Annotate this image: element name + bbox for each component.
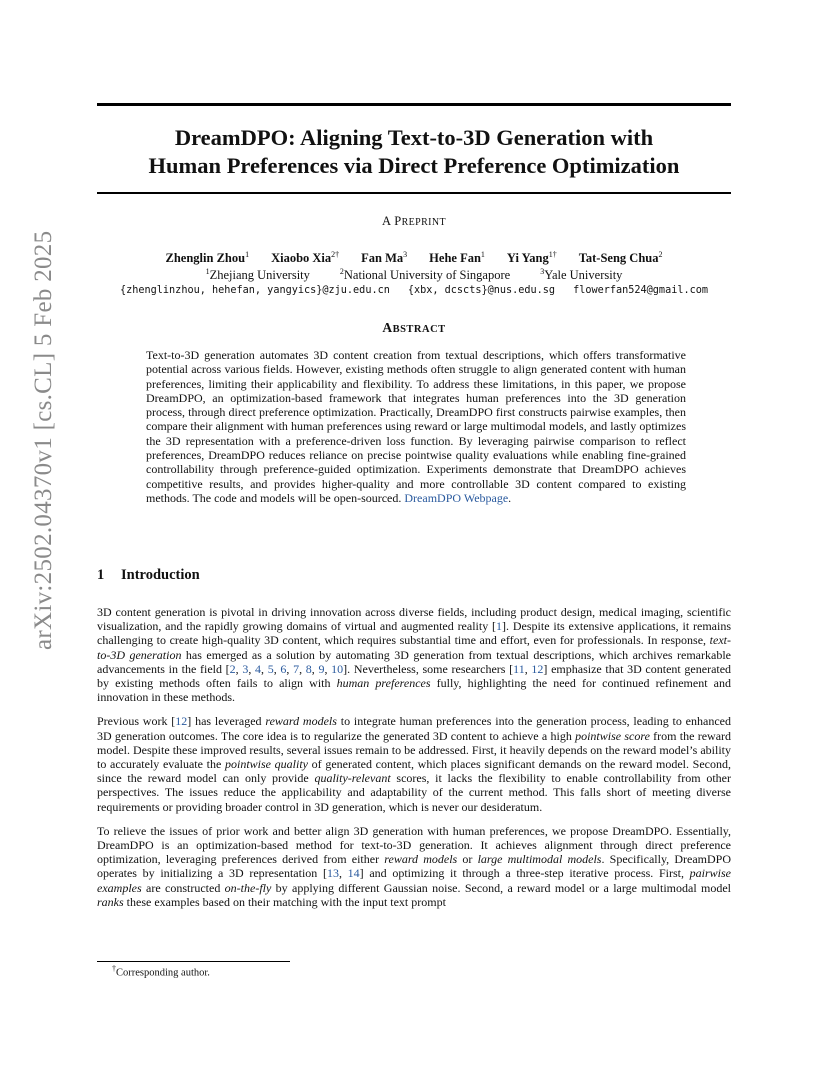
affiliation: $^2$National University of Singapore — [339, 267, 511, 283]
affiliation-list — [97, 267, 731, 283]
citation-link[interactable]: 3 — [242, 661, 249, 676]
paper-title — [97, 124, 731, 180]
footnote: †Corresponding author. — [112, 964, 210, 979]
title-bottom-rule — [97, 192, 731, 194]
citation-link[interactable]: 8 — [305, 661, 312, 676]
title-line-1: DreamDPO: Aligning Text-to-3D Generation with — [174, 125, 654, 150]
introduction-body — [97, 605, 731, 919]
citation-link[interactable]: 2 — [229, 661, 236, 676]
author: Fan Ma$^3$ — [361, 250, 408, 266]
author: Zhenglin Zhou$^1$ — [165, 250, 250, 266]
preprint-label: A PREPRINT — [381, 214, 447, 228]
paragraph: To relieve the issues of prior work and better align 3D generation with human preferences, we propose DreamDPO. Essentially, DreamDPO is an optimization-based method for text-to-3D generation. It achieves alignment through direct preference optimization, leveraging preferences derived from either reward models or large multimodal models. Specifically, DreamDPO operates by initializing a 3D representation [13, 14] and optimizing it through a three-step iterative process. First, pairwise examples are constructed on-the-fly by applying different Gaussian noise. Second, a reward model or a large multimodal model ranks these examples based on their matching with the input text prompt — [97, 823, 732, 909]
citation-link[interactable]: 14 — [347, 866, 360, 881]
arxiv-sidebar-stamp: arXiv:2502.04370v1 [cs.CL] 5 Feb 2025 — [30, 230, 57, 650]
author: Hehe Fan$^1$ — [429, 250, 485, 266]
email-list — [97, 285, 731, 296]
affiliation: $^1$Zhejiang University — [205, 267, 310, 283]
abstract-heading: ABSTRACT — [382, 320, 446, 335]
title-top-rule — [97, 103, 731, 106]
author-list — [97, 250, 731, 266]
title-line-2: Human Preferences via Direct Preference Optimization — [148, 153, 680, 178]
citation-link[interactable]: 6 — [280, 661, 287, 676]
email: {xbx, dcscts}@nus.edu.sg — [407, 285, 556, 296]
email: {zhenglinzhou, hehefan, yangyics}@zju.edu.cn — [119, 285, 390, 296]
citation-link[interactable]: 12 — [531, 661, 544, 676]
paragraph: Previous work [12] has leveraged reward models to integrate human preferences into the generation process, leading to enhanced 3D generation outcomes. The core idea is to regularize the generated 3D content to achieve a high pointwise score from the reward model. Despite these improved results, several issues remain to be addressed. First, it heavily depends on the reward model’s ability to accurately evaluate the pointwise quality of generated content, which places significant demands on the reward model. Second, since the reward model can only provide quality-relevant scores, it lacks the flexibility to enable controllability from other perspectives. The issues reduce the applicability and adaptability of the current method. This falls short of meeting diverse requirements or providing broader control in 3D generation, which is never our desideratum. — [97, 714, 732, 814]
affiliation: $^3$Yale University — [540, 267, 623, 283]
citation-link[interactable]: 13 — [326, 866, 339, 881]
citation-link[interactable]: 9 — [318, 661, 325, 676]
section-heading: 1 Introduction — [97, 567, 200, 583]
author: Xiaobo Xia$^{2\dagger}$ — [271, 250, 340, 266]
citation-link[interactable]: 1 — [496, 619, 503, 634]
footnote-rule — [97, 961, 290, 962]
paragraph: 3D content generation is pivotal in driving innovation across diverse fields, including product design, medical imaging, scientific visualization, and the rapidly growing domains of virtual and augmented reality [1]. Despite its extensive applications, it remains challenging to create high-quality 3D content, which requires substantial time and effort, even for professionals. In response, text-to-3D generation has emerged as a solution by automating 3D generation from textual descriptions, which archives remarkable advancements in the field [2, 3, 4, 5, 6, 7, 8, 9, 10]. Nevertheless, some researchers [11, 12] emphasize that 3D content generated by existing methods often fails to align with human preferences fully, highlighting the need for continued refinement and innovation in these methods. — [97, 605, 732, 705]
citation-link[interactable]: 11 — [513, 661, 525, 676]
citation-link[interactable]: 5 — [267, 661, 274, 676]
citation-link[interactable]: 12 — [175, 714, 188, 729]
webpage-link[interactable]: DreamDPO Webpage — [404, 490, 509, 505]
citation-link[interactable]: 7 — [293, 661, 300, 676]
citation-link[interactable]: 4 — [255, 661, 262, 676]
abstract-text: Text-to-3D generation automates 3D content creation from textual descriptions, which offers transformative potential across various fields. However, existing methods often struggle to align generated content with human preferences, limiting their applicability and flexibility. To address these limitations, in this paper, we propose DreamDPO, an optimization-based framework that integrates human preferences into the 3D generation process, through direct preference optimization. Practically, DreamDPO first constructs pairwise examples, then compare their alignment with human preferences using reward or large multimodal models, and lastly optimizes the 3D representation with a preference-driven loss function. By leveraging pairwise comparison to reflect preferences, DreamDPO reduces reliance on precise pointwise quality evaluations while enabling fine-grained controllability through preference-guided optimization. Experiments demonstrate that DreamDPO achieves competitive results, and provides higher-quality and more controllable 3D content compared to existing methods. The code and models will be open-sourced. DreamDPO Webpage. — [146, 348, 686, 505]
author: Tat-Seng Chua$^2$ — [578, 250, 663, 266]
email: flowerfan524@gmail.com — [573, 285, 708, 296]
author: Yi Yang$^{1\dagger}$ — [506, 250, 557, 266]
citation-link[interactable]: 10 — [331, 661, 344, 676]
